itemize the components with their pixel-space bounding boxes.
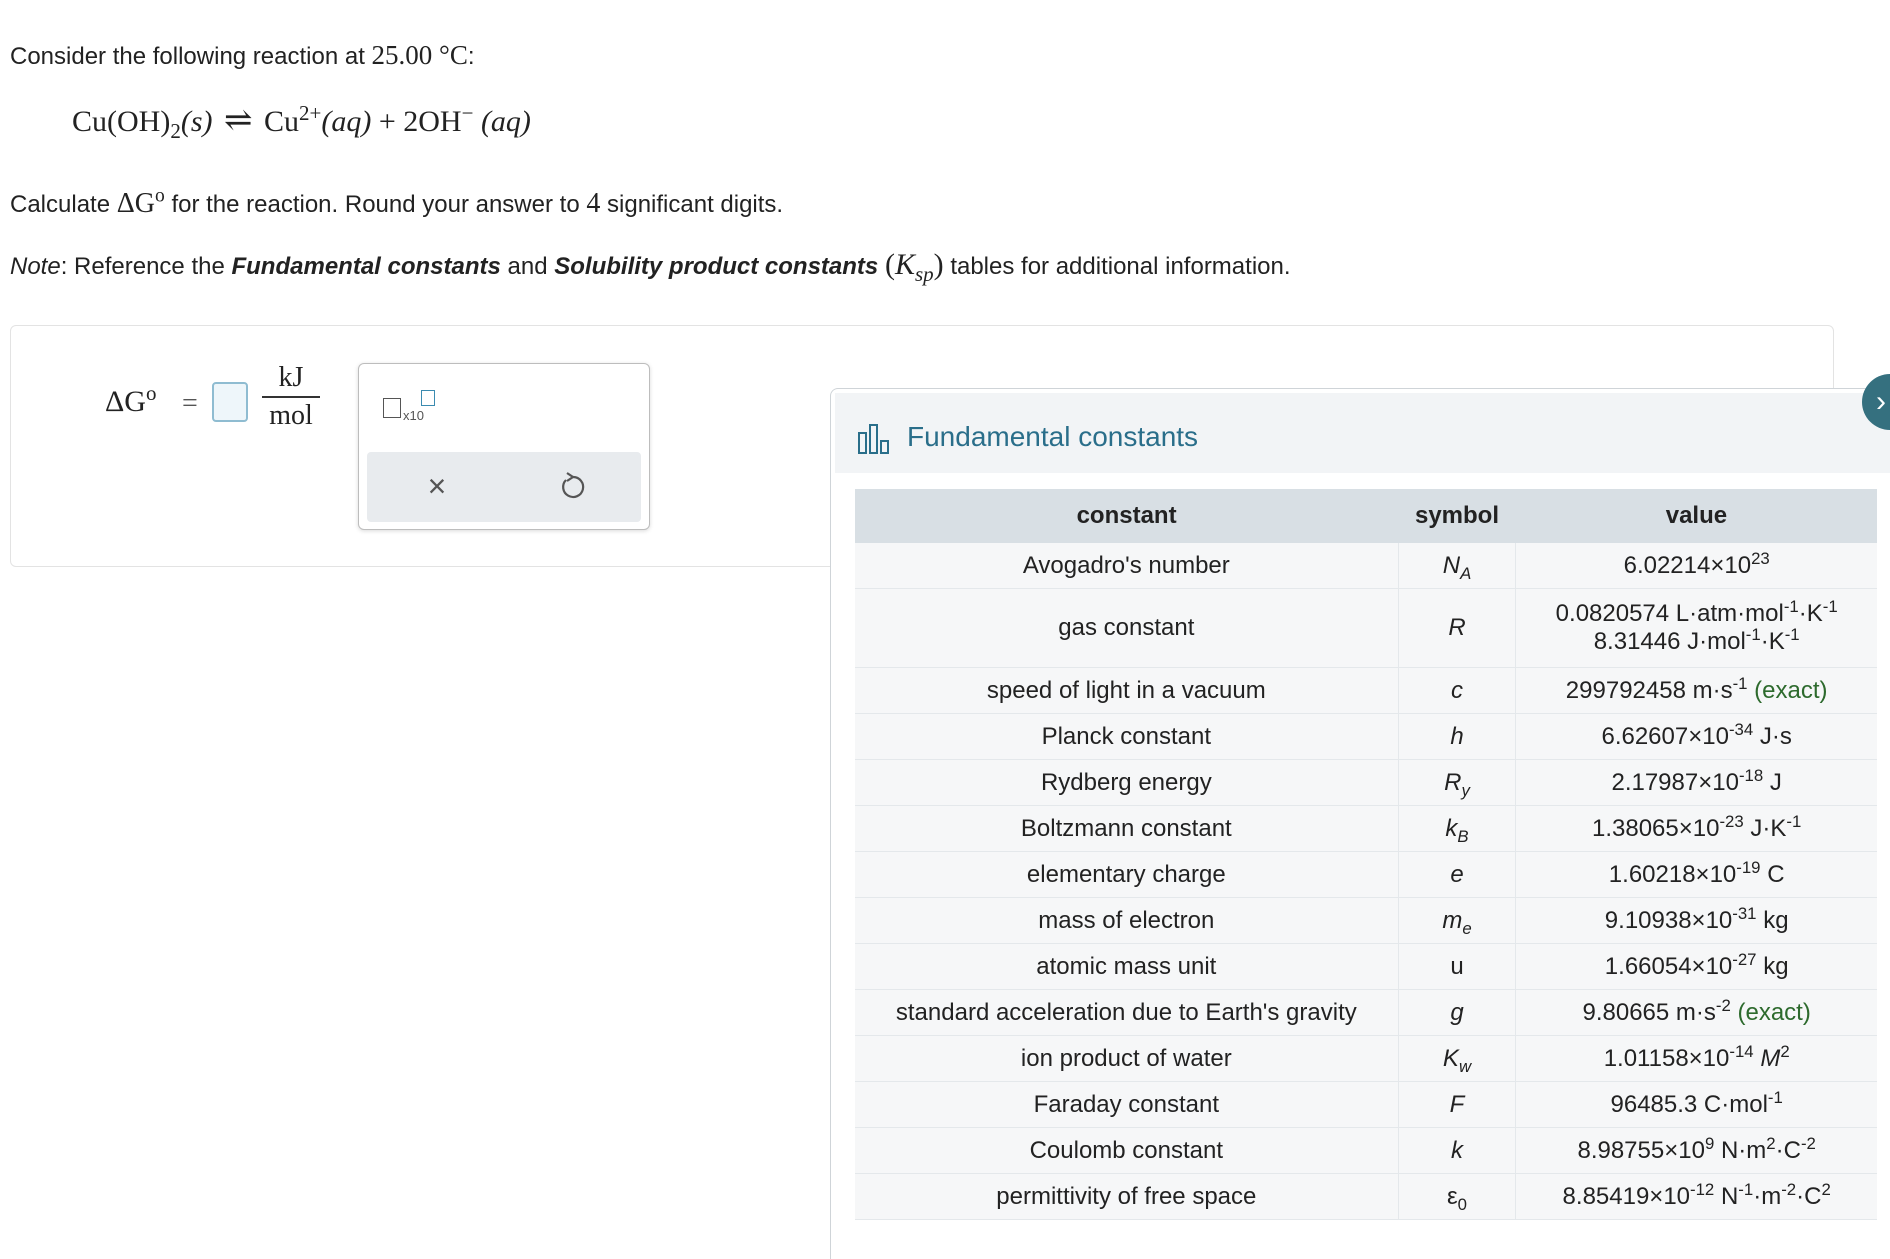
table-row [855, 714, 1877, 760]
constant-value: $1.01158\times 10^{-14}$ $M^2$ [1516, 1036, 1877, 1082]
clear-button[interactable] [417, 466, 457, 506]
delta-g-symbol [116, 185, 165, 219]
intro-text: Consider the following reaction at [10, 43, 365, 70]
constant-symbol: c [1398, 668, 1516, 714]
table-row [855, 898, 1877, 944]
equilibrium-arrow-icon: ⇌ [223, 102, 253, 139]
product2-charge: − [461, 101, 474, 125]
header-symbol: symbol [1398, 489, 1516, 543]
question-text [10, 185, 784, 220]
table-header-row [855, 489, 1877, 543]
table-row [855, 543, 1877, 589]
table-row [855, 760, 1877, 806]
product2: OH [418, 105, 462, 138]
question-pre: Calculate [10, 191, 111, 218]
x10-label: x10 [403, 408, 424, 423]
constant-name: atomic mass unit [855, 944, 1398, 990]
constant-symbol: $R_y$ [1398, 760, 1516, 806]
table-row [855, 1036, 1877, 1082]
constant-value: $1.66054\times 10^{-27}$ kg [1516, 944, 1877, 990]
table-row [855, 1082, 1877, 1128]
constant-value: $6.02214\times 10^{23}$ [1516, 543, 1877, 589]
constant-name: standard acceleration due to Earth's gravity [855, 990, 1398, 1036]
note-label: Note [10, 253, 61, 280]
undo-button[interactable] [553, 466, 593, 506]
close-icon: × [427, 468, 447, 504]
fundamental-constants-link[interactable]: Fundamental constants [231, 253, 501, 280]
constant-name: elementary charge [855, 852, 1398, 898]
constant-symbol: $K_w$ [1398, 1036, 1516, 1082]
header-constant: constant [855, 489, 1398, 543]
constant-symbol: g [1398, 990, 1516, 1036]
table-row [855, 990, 1877, 1036]
reactant-subscript: 2 [170, 119, 181, 143]
unit-denominator: mol [269, 400, 313, 431]
constant-value: $8.98755\times 10^9$ $N\cdot m^2\cdot C^{-2}$ [1516, 1128, 1877, 1174]
undo-icon [553, 466, 593, 506]
delta-g-text: ΔG [116, 188, 155, 219]
note-text [10, 248, 1291, 286]
constant-value: 96485.3 C·mol$^{-1}$ [1516, 1082, 1877, 1128]
panel-title: Fundamental constants [907, 421, 1199, 452]
ksp-k: K [894, 248, 915, 281]
constant-name: mass of electron [855, 898, 1398, 944]
constant-name: Boltzmann constant [855, 806, 1398, 852]
temperature: 25.00 °C [371, 40, 468, 70]
constant-symbol: R [1398, 589, 1516, 668]
constant-name: Planck constant [855, 714, 1398, 760]
delta-g-sup: o [154, 185, 165, 207]
constant-symbol: k [1398, 1128, 1516, 1174]
intro-end: : [467, 43, 475, 70]
constant-name: speed of light in a vacuum [855, 668, 1398, 714]
constant-value: 0.0820574 $L\cdot atm\cdot mol^{-1}\cdot K^{-1}$ 8.31446 $J\cdot mol^{-1}\cdot K^{-1}$ [1516, 589, 1877, 668]
product1: Cu [263, 105, 299, 138]
note-text2: tables for additional information. [950, 253, 1291, 280]
table-row [855, 806, 1877, 852]
constant-value: 9.80665 $m\cdot s^{-2}$ (exact) [1516, 990, 1877, 1036]
ksp-symbol: $(K_{sp})$ [884, 248, 944, 286]
constant-symbol: e [1398, 852, 1516, 898]
constant-value: 299792458 $m\cdot s^{-1}$ (exact) [1516, 668, 1877, 714]
constant-symbol: u [1398, 944, 1516, 990]
constant-symbol: h [1398, 714, 1516, 760]
constant-name: gas constant [855, 589, 1398, 668]
solubility-constants-link[interactable]: Solubility product constants [554, 253, 879, 280]
constant-name: Rydberg energy [855, 760, 1398, 806]
unit-fraction [262, 362, 320, 432]
constant-name: Avogadro's number [855, 543, 1398, 589]
constant-value: $6.62607\times 10^{-34}$ J·s [1516, 714, 1877, 760]
constant-name: Faraday constant [855, 1082, 1398, 1128]
constant-symbol: $\varepsilon_0$ [1398, 1174, 1516, 1220]
header-value: value [1516, 489, 1877, 543]
prompt-intro [10, 40, 475, 71]
constant-value: $2.17987\times 10^{-18}$ J [1516, 760, 1877, 806]
constants-table [855, 489, 1877, 1220]
note-and: and [507, 253, 548, 280]
constant-value: $9.10938\times 10^{-31}$ kg [1516, 898, 1877, 944]
reaction-equation [72, 100, 531, 143]
bar-chart-icon [857, 423, 891, 455]
constant-symbol: $m_e$ [1398, 898, 1516, 944]
product1-state: (aq) [321, 105, 372, 138]
panel-header [835, 393, 1890, 473]
constant-value: $1.60218\times 10^{-19}$ C [1516, 852, 1877, 898]
ksp-sub: sp [914, 262, 934, 286]
exponent-box-icon [421, 390, 435, 406]
coefficient: 2 [403, 105, 419, 138]
constant-symbol: F [1398, 1082, 1516, 1128]
unit-numerator: kJ [262, 362, 320, 398]
answer-input[interactable] [212, 382, 248, 422]
product2-state: (aq) [480, 105, 531, 138]
constant-value: $1.38065\times 10^{-23}$ $J\cdot K^{-1}$ [1516, 806, 1877, 852]
question-post: for the reaction. Round your answer to [171, 191, 580, 218]
table-row [855, 668, 1877, 714]
constant-name: Coulomb constant [855, 1128, 1398, 1174]
table-row [855, 1128, 1877, 1174]
table-row [855, 589, 1877, 668]
sig-digits: 4 [586, 188, 601, 219]
base-box-icon [383, 398, 401, 418]
table-row [855, 852, 1877, 898]
constant-name: permittivity of free space [855, 1174, 1398, 1220]
answer-label-text: ΔG [105, 385, 146, 418]
scientific-notation-button[interactable] [383, 388, 443, 428]
answer-label-sup: o [145, 381, 157, 405]
equals-sign: = [182, 388, 198, 419]
toolbox-actions [367, 452, 641, 522]
reactant-state: (s) [180, 105, 213, 138]
constant-symbol: $k_B$ [1398, 806, 1516, 852]
answer-label [105, 381, 157, 419]
answer-toolbox [358, 363, 650, 530]
table-row [855, 1174, 1877, 1220]
plus-sign: + [378, 105, 396, 138]
table-row [855, 944, 1877, 990]
reactant: Cu(OH) [72, 105, 171, 138]
product1-charge: 2+ [299, 101, 322, 125]
constant-name: ion product of water [855, 1036, 1398, 1082]
fundamental-constants-panel [830, 388, 1890, 1259]
note-text1: : Reference the [60, 253, 225, 280]
constant-symbol: $N_A$ [1398, 543, 1516, 589]
constant-value: $8.85419\times 10^{-12}$ $N^{-1}\cdot m^{-2}\cdot C^2$ [1516, 1174, 1877, 1220]
chevron-right-icon: › [1876, 385, 1886, 418]
question-end: significant digits. [607, 191, 784, 218]
